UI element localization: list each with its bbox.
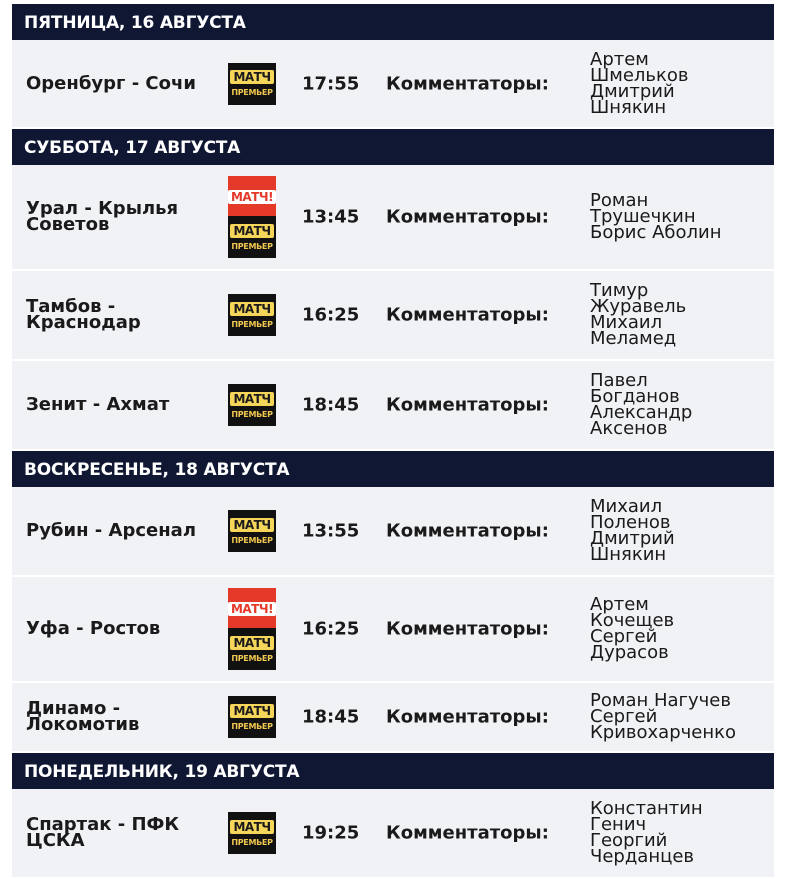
channel-logos bbox=[228, 510, 276, 552]
match-teams: Спартак - ПФК ЦСКА bbox=[26, 814, 180, 851]
match-teams: Рубин - Арсенал bbox=[26, 520, 197, 541]
day-header: ВОСКРЕСЕНЬЕ, 18 АВГУСТА bbox=[12, 451, 774, 487]
channel-logos bbox=[228, 588, 276, 670]
match-premier-logo-icon: МАТЧ ПРЕМЬЕР bbox=[228, 510, 276, 552]
day-header: СУББОТА, 17 АВГУСТА bbox=[12, 129, 774, 165]
commentators-label: Комментаторы: bbox=[386, 394, 549, 416]
match-row bbox=[12, 577, 774, 683]
match-premier-logo-icon: МАТЧ ПРЕМЬЕР bbox=[228, 696, 276, 738]
match-teams: Тамбов - Краснодар bbox=[26, 296, 141, 333]
match-teams: Зенит - Ахмат bbox=[26, 394, 170, 415]
match-row bbox=[12, 789, 774, 879]
match-teams: Оренбург - Сочи bbox=[26, 72, 196, 94]
day-header: ПОНЕДЕЛЬНИК, 19 АВГУСТА bbox=[12, 753, 774, 789]
commentator-names: Артем Шмельков Дмитрий Шнякин bbox=[590, 48, 689, 118]
channel-logos bbox=[228, 812, 276, 854]
commentators-label: Комментаторы: bbox=[386, 822, 549, 844]
day-header: ПЯТНИЦА, 16 АВГУСТА bbox=[12, 4, 774, 40]
match-teams: Уфа - Ростов bbox=[26, 618, 161, 639]
match-row bbox=[12, 487, 774, 577]
commentator-names: Тимур Журавель Михаил Меламед bbox=[590, 280, 687, 349]
commentator-names: Артем Кочещев Сергей Дурасов bbox=[590, 594, 675, 663]
channel-logos bbox=[228, 384, 276, 426]
match-premier-logo-icon: МАТЧ ПРЕМЬЕР bbox=[228, 63, 276, 105]
commentator-names: Павел Богданов Александр Аксенов bbox=[590, 370, 693, 439]
match-row bbox=[12, 165, 774, 271]
match-row bbox=[12, 683, 774, 753]
match-time: 18:45 bbox=[302, 394, 360, 416]
commentator-names: Роман Нагучев Сергей Кривохарченко bbox=[590, 690, 736, 743]
match-time: 18:45 bbox=[302, 706, 360, 728]
commentators-label: Комментаторы: bbox=[386, 73, 549, 94]
match-time: 13:55 bbox=[302, 520, 360, 542]
commentator-names: Михаил Поленов Дмитрий Шнякин bbox=[590, 496, 675, 565]
match-premier-logo-icon: МАТЧ ПРЕМЬЕР bbox=[228, 812, 276, 854]
commentator-names: Роман Трушечкин Борис Аболин bbox=[590, 190, 722, 243]
commentators-label: Комментаторы: bbox=[386, 618, 549, 640]
match-premier-logo-icon: МАТЧ ПРЕМЬЕР bbox=[228, 628, 276, 670]
match-time: 13:45 bbox=[302, 206, 360, 228]
match-premier-logo-icon: МАТЧ ПРЕМЬЕР bbox=[228, 216, 276, 258]
commentators-label: Комментаторы: bbox=[386, 206, 549, 228]
broadcast-schedule bbox=[12, 4, 774, 879]
match-row bbox=[12, 361, 774, 451]
match-time: 19:25 bbox=[302, 822, 360, 844]
commentators-label: Комментаторы: bbox=[386, 304, 549, 326]
match-time: 16:25 bbox=[302, 618, 360, 640]
channel-logos bbox=[228, 176, 276, 258]
match-teams: Динамо - Локомотив bbox=[26, 698, 140, 735]
match-row bbox=[12, 40, 774, 129]
match-time: 17:55 bbox=[302, 73, 360, 94]
commentators-label: Комментаторы: bbox=[386, 520, 549, 542]
match-row bbox=[12, 271, 774, 361]
match-time: 16:25 bbox=[302, 304, 360, 326]
commentator-names: Константин Генич Георгий Черданцев bbox=[590, 798, 703, 867]
channel-logos bbox=[228, 696, 276, 738]
match-tv-logo-icon: МАТЧ! bbox=[228, 588, 276, 628]
match-premier-logo-icon: МАТЧ ПРЕМЬЕР bbox=[228, 384, 276, 426]
match-tv-logo-icon: МАТЧ! bbox=[228, 176, 276, 216]
channel-logos bbox=[228, 63, 276, 105]
channel-logos bbox=[228, 294, 276, 336]
commentators-label: Комментаторы: bbox=[386, 706, 549, 728]
match-teams: Урал - Крылья Советов bbox=[26, 198, 179, 235]
match-premier-logo-icon: МАТЧ ПРЕМЬЕР bbox=[228, 294, 276, 336]
